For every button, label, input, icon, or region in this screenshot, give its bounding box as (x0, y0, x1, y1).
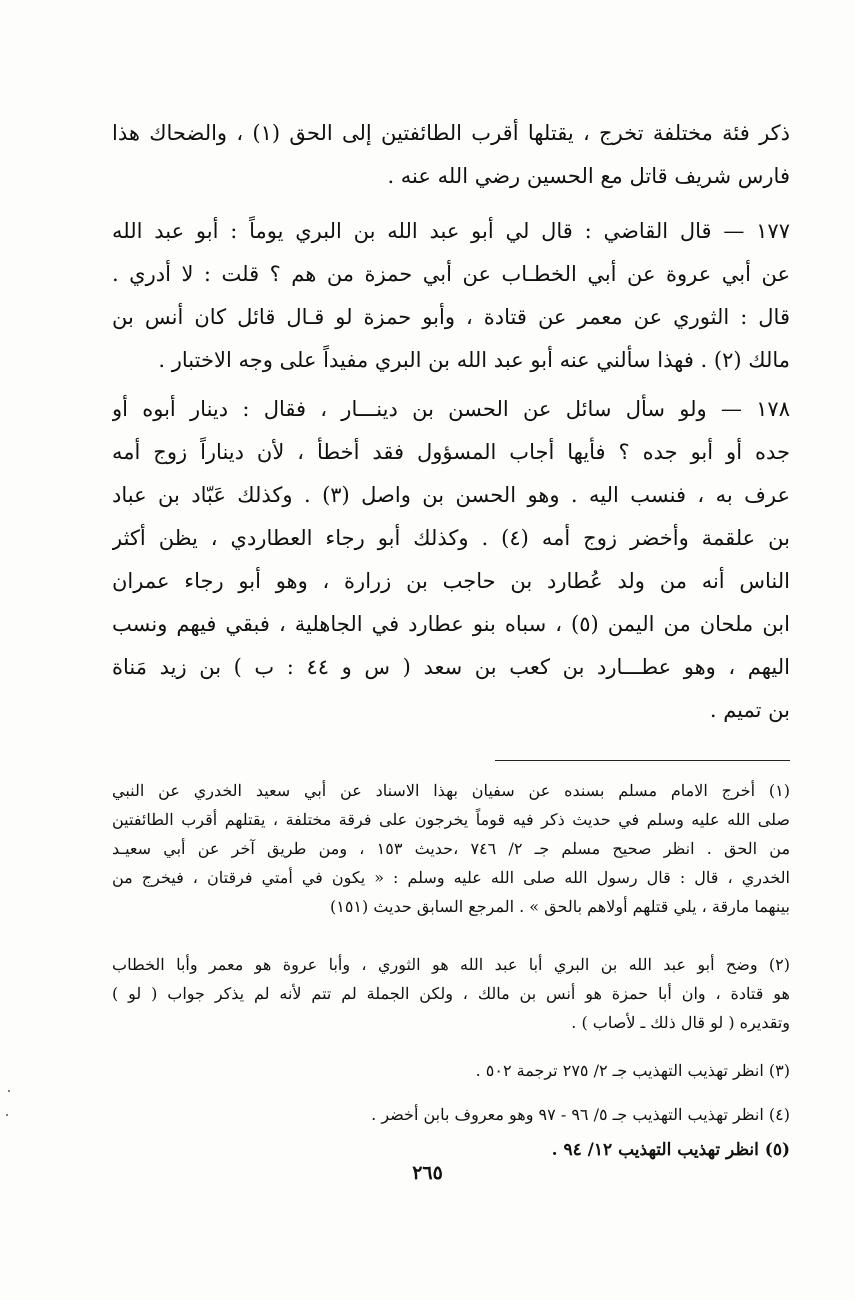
text-line: ابن ملحان من اليمن (٥) ، سباه بنو عطارد في الجاهلية ، فبقي فيهم ونسب (112, 612, 790, 636)
text-line: الناس أنه من ولد عُطارد بن حاجب بن زرارة ، وهو أبو رجاء عمران (112, 569, 790, 593)
text-line: مالك (٢) . فهذا سألني عنه أبو عبد الله بن البري مفيداً على وجه الاختبار . (158, 348, 790, 372)
footnote-2 (112, 950, 790, 1037)
text-line: ١٧٧ — قال القاضي : قال لي أبو عبد الله بن البري يوماً : أبو عبد الله (112, 219, 790, 243)
paragraph-177 (112, 210, 790, 382)
footnote-line: الخدري ، قال : قال رسول الله صلى الله عليه وسلم : « يكون في أمتي فرقتان ، فيخرج من (112, 868, 790, 887)
footnote-line: بينهما مارقة ، يلي قتلهم أولاهم بالحق » . المرجع السابق حديث (١٥١) (329, 897, 790, 916)
footnote-separator (495, 760, 790, 761)
text-line: عرف به ، فنسب اليه . وهو الحسن بن واصل (٣) . وكذلك عَبّاد بن عباد (112, 483, 790, 507)
footnote-5 (112, 1136, 790, 1165)
footnote-line: وتقديره ( لو قال ذلك ـ لأصاب ) . (571, 1013, 790, 1032)
footnote-line: (٤) انظر تهذيب التهذيب جـ ٥/ ٩٦ - ٩٧ وهو معروف بابن أخضر . (371, 1105, 790, 1124)
footnote-1 (112, 776, 790, 921)
footnote-line: (١) أخرج الامام مسلم بسنده عن سفيان بهذا الاسناد عن أبي سعيد الخدري عن النبي (112, 781, 790, 800)
text-line: بن تميم . (709, 698, 790, 722)
footnote-line: (٥) انظر تهذيب التهذيب ١٢/ ٩٤ . (551, 1140, 790, 1160)
text-line: قال : الثوري عن معمر عن قتادة ، وأبو حمزة لو قـال قائل كان أنس بن (112, 305, 790, 329)
text-line: ١٧٨ — ولو سأل سائل عن الحسن بن دينـــار ، فقال : دينار أبوه أو (112, 397, 790, 421)
text-line: جده أو أبو جده ؟ فأيها أجاب المسؤول فقد أخطأ ، لأن ديناراً زوج أمه (112, 440, 790, 464)
scan-speck (6, 1114, 8, 1116)
scan-speck (8, 1090, 10, 1092)
text-line: اليهم ، وهو عطـــارد بن كعب بن سعد ( س و ٤٤ : ب ) بن زيد مَناة (112, 655, 790, 679)
footnote-line: من الحق . انظر صحيح مسلم جـ ٢/ ٧٤٦ ،حديث ١٥٣ ، ومن طريق آخر عن أبي سعيـد (112, 839, 790, 858)
footnote-3 (112, 1056, 790, 1085)
paragraph-intro (112, 112, 790, 198)
paragraph-178 (112, 388, 790, 732)
text-line: بن علقمة وأخضر زوج أمه (٤) . وكذلك أبو رجاء العطاردي ، يظن أكثر (112, 526, 790, 550)
text-line: فارس شريف قاتل مع الحسين رضي الله عنه . (387, 164, 790, 188)
text-line: ذكر فئة مختلفة تخرج ، يقتلها أقرب الطائفتين إلى الحق (١) ، والضحاك هذا (112, 121, 790, 145)
page-number: ٢٦٥ (412, 1162, 443, 1184)
footnote-4 (112, 1100, 790, 1129)
footnote-line: (٣) انظر تهذيب التهذيب جـ ٢/ ٢٧٥ ترجمة ٥٠٢ . (475, 1061, 790, 1080)
footnote-line: (٢) وضح أبو عبد الله بن البري أبا عبد الله هو الثوري ، وأبا عروة هو معمر وأبا الخطاب (112, 955, 790, 974)
text-line: عن أبي عروة عن أبي الخطـاب عن أبي حمزة من هم ؟ قلت : لا أدري . (112, 262, 790, 286)
footnote-line: هو قتادة ، وان أبا حمزة هو أنس بن مالك ، ولكن الجملة لم تتم لأنه لم يذكر جواب ( لو ) (112, 984, 790, 1003)
footnote-line: صلى الله عليه وسلم في حديث ذكر فيه قوماً يخرجون على فرقة مختلفة ، يقتلهم أقرب الطائفتين (112, 810, 790, 829)
